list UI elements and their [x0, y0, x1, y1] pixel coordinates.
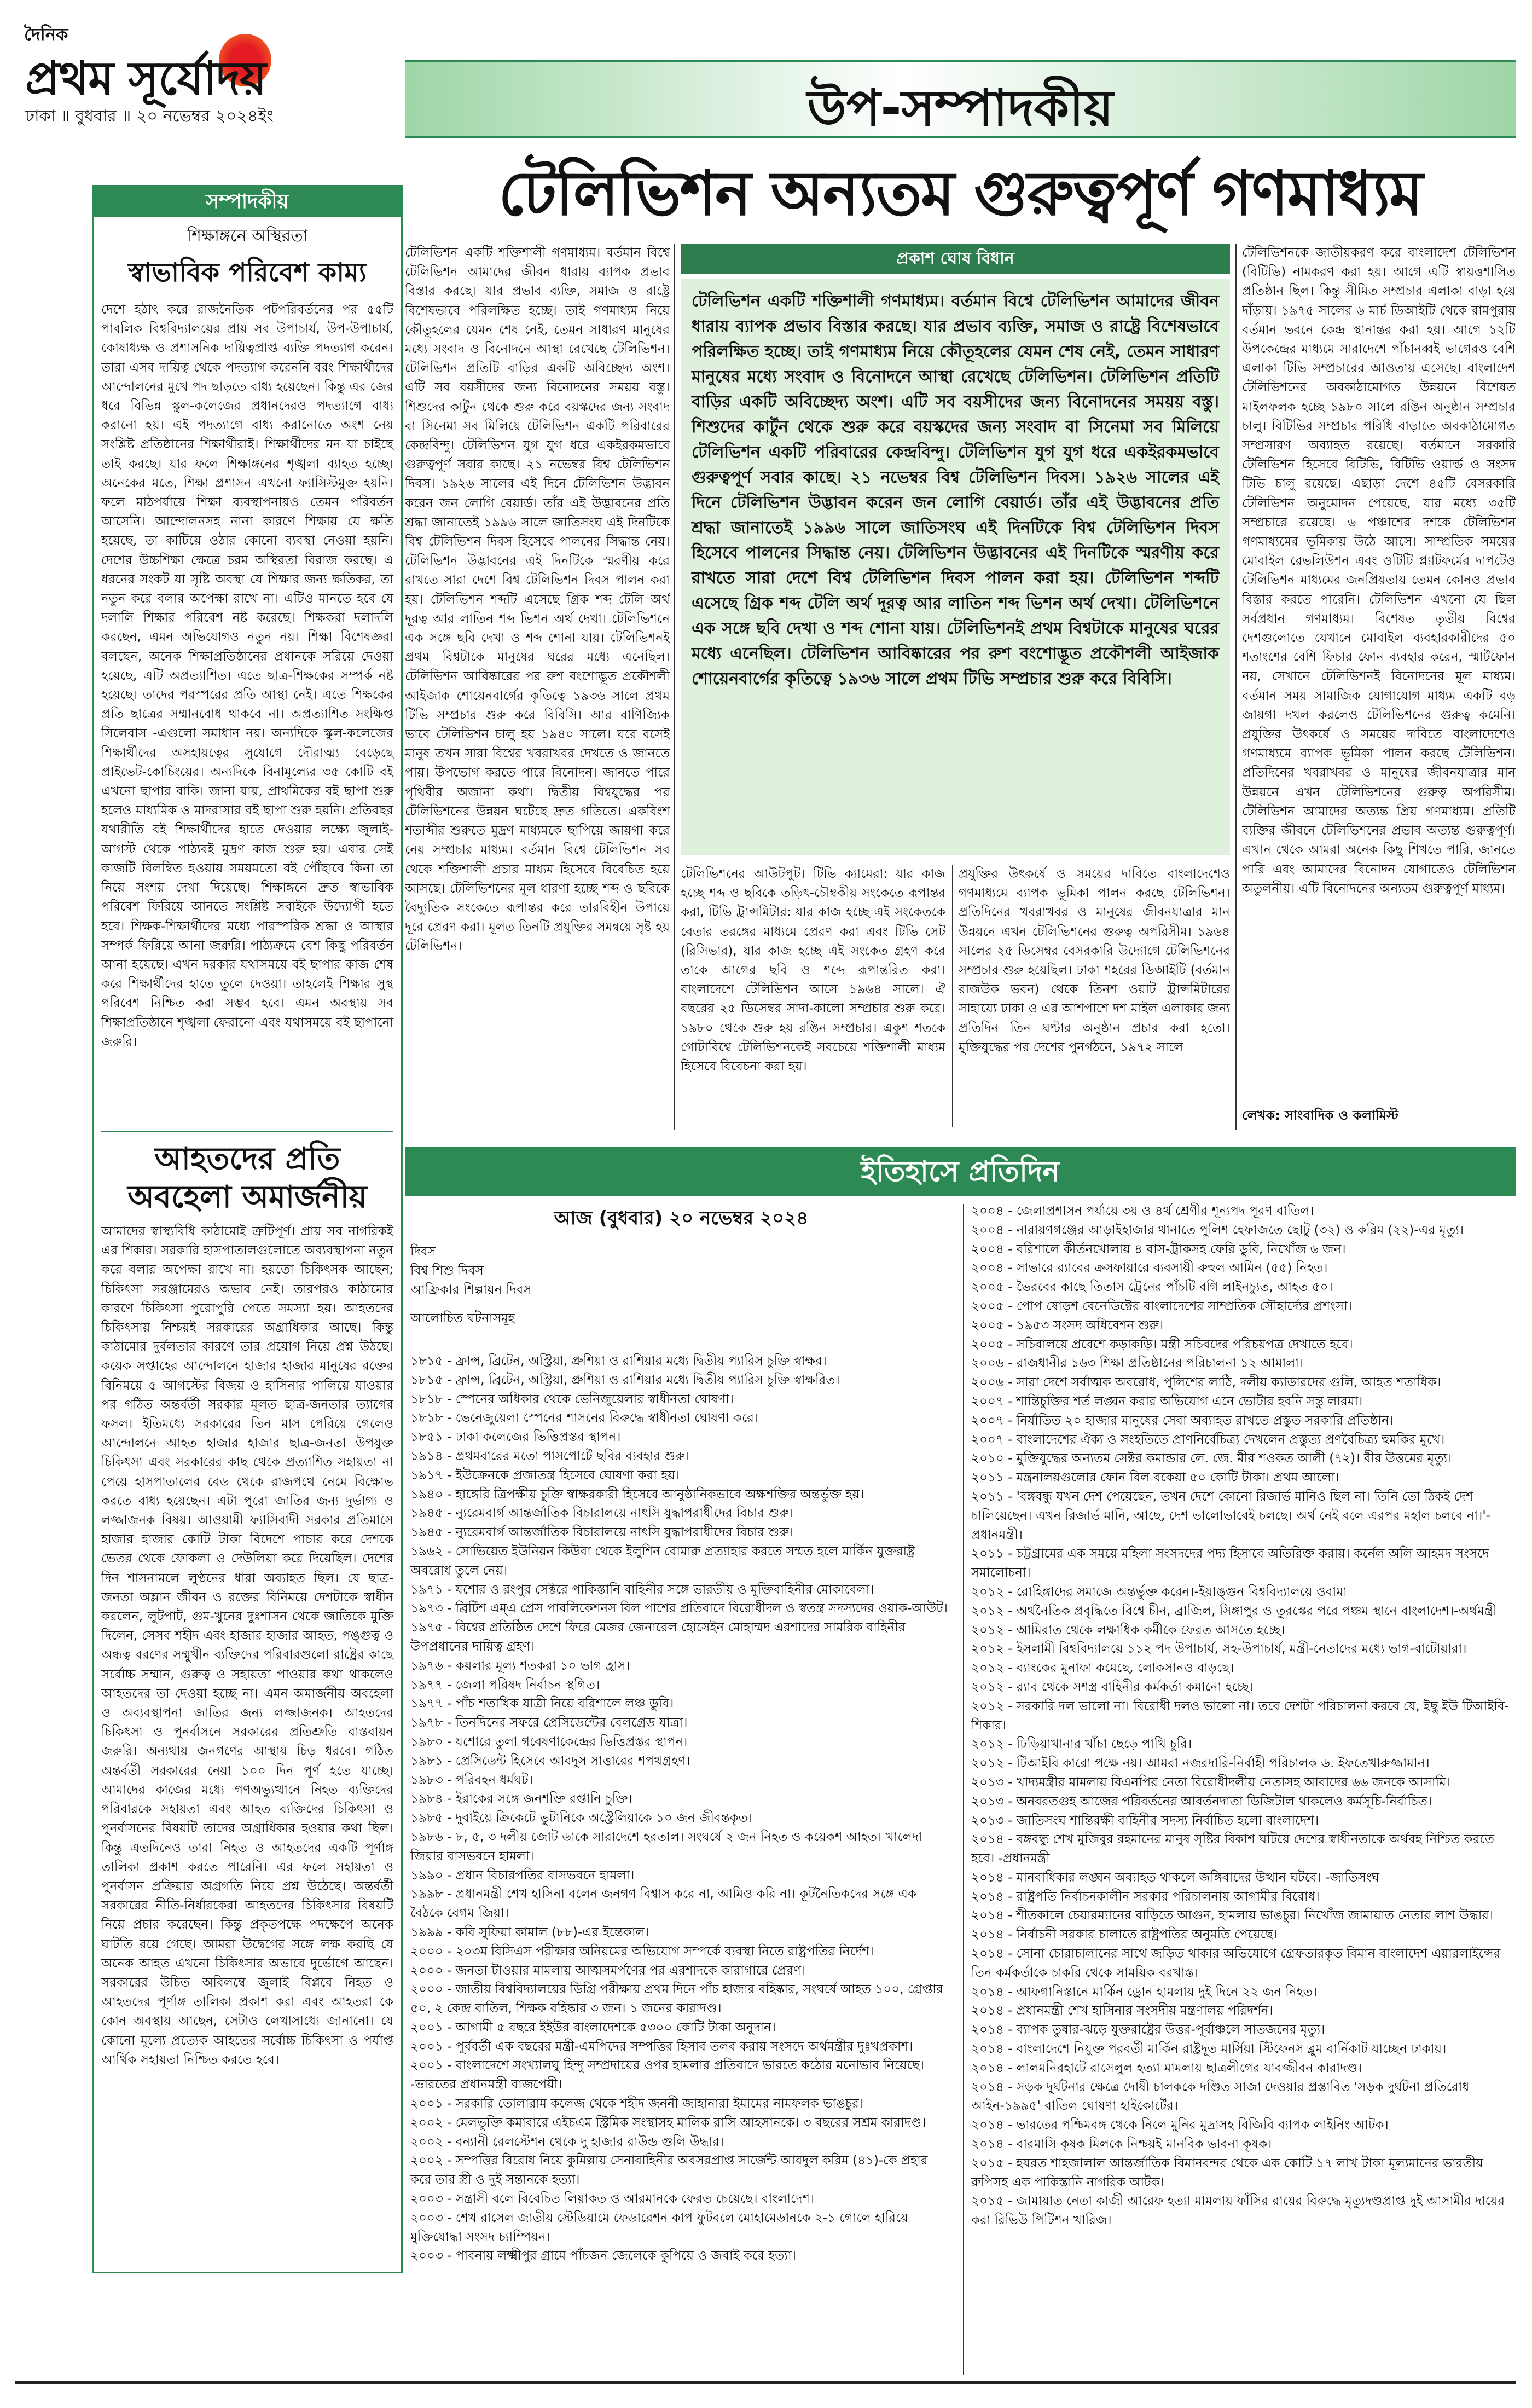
history-event-item: ২০০৫ - ভৈরবের কাছে তিতাস ট্রেনের পাঁচটি বগি লাইনচ্যুত, আহত ৫০।	[971, 1280, 1333, 1295]
editorial-column	[92, 185, 403, 2273]
history-event-item: ১৯১৪ - প্রথমবারের মতো পাসপোর্টে ছবির ব্যবহার শুরু।	[410, 1449, 690, 1463]
history-event-item: ২০১৩ - অনবরতগুহ আজের পরিবর্তনের আবর্তনদাতা ডিজিটাল থাকলেও কর্মসূচি-নির্বাচিত।	[971, 1794, 1432, 1809]
history-event-item: ২০০৪ - বরিশালে কীর্তনখোলায় ৪ বাস-ট্রাকসহ ফেরি ডুবি, নিখোঁজ ৬ জন।	[971, 1242, 1346, 1257]
history-event-item: ২০১৪ - বঙ্গবন্ধু শেখ মুজিবুর রহমানের মানুষ সৃষ্টির বিকাশ ঘটিয়ে দেশের স্বাধীনতাকে অর্থবহ নিশ্চিত করতে হবে। -প্রধানমন্ত্রী	[971, 1832, 1494, 1866]
history-event-item: ২০১৪ - নির্বাচনী সরকার চালাতে রাষ্ট্রপতির অনুমতি পেয়েছে।	[971, 1927, 1278, 1942]
history-event-item: ২০১৪ - মানবাধিকার লঙ্ঘন অব্যাহত থাকলে জঙ্গিবাদের উত্থান ঘটবে। -জাতিসংঘ	[971, 1870, 1379, 1885]
history-event-item: ১৯৯৯ - কবি সুফিয়া কামাল (৮৮)-এর ইন্তেকাল।	[410, 1925, 649, 1940]
history-event-item: ২০০৬ - সারা দেশে সর্বাত্মক অবরোধ, পুলিশের লাঠি, দলীয় ক্যাডারদের গুলি, আহত শতাধিক।	[971, 1375, 1441, 1390]
history-event-item: ২০১৪ - আফগানিস্তানে মার্কিন ড্রোন হামলায় দুই দিনে ২২ জন নিহত।	[971, 1984, 1318, 1999]
history-event-item: ২০০৭ - বাংলাদেশের ঐক্য ও সংহতিতে প্রাণনির্বেচিত্র্য দেখলেন প্রস্তুত্য প্রণবৈচিত্র্য হুমকির মুখে।	[971, 1432, 1445, 1447]
history-event-item: ২০০৬ - রাজধানীর ১৬৩ শিক্ষা প্রতিষ্ঠানের পরিচালনা ১২ আমালা।	[971, 1356, 1304, 1371]
history-event-item: ২০০৩ - পাবনায় লক্ষ্মীপুর গ্রামে পাঁচজন জেলেকে কুপিয়ে ও জবাই করে হত্যা।	[410, 2249, 796, 2264]
history-event-item: ১৯৭৮ - তিনদিনের সফরে প্রেসিডেন্টের বেলগ্রেড যাত্রা।	[410, 1716, 688, 1730]
history-event-item: ১৯৮৫ - দুবাইয়ে ক্রিকেটে ভুটানিকে অস্ট্রেলিয়াকে ১০ জন জীবন্তকৃত।	[410, 1811, 753, 1826]
column-divider	[952, 865, 953, 1127]
history-event-item: ২০০১ - পূর্ববর্তী এক বছরের মন্ত্রী-এমপিদের সম্পত্তির হিসাব তলব করায় সংসদে অর্থমন্ত্রীর দুঃখপ্রকাশ।	[410, 2039, 913, 2054]
history-event-item: ২০১১ - 'বঙ্গবন্ধু যখন দেশ পেয়েছেন, তখন দেশে কোনো রিজার্ভ মানিও ছিল না। তিনি তো ঠিকই দেশ চালিয়েছেন। এখন রিজার্ভ মানি, আছে, দেশ ভালোভাবেই চলছে। অর্থ নেই বলে এরপর মহাল চলবে না।'-প্রধানমন্ত্রী।	[971, 1489, 1490, 1542]
masthead-prefix: দৈনিক	[24, 24, 68, 45]
history-event-item: ২০১২ - ব্যাংকের মুনাফা কমেছে, লোকসানও বাড়ছে।	[971, 1661, 1234, 1676]
column-divider	[1235, 244, 1237, 1130]
feature-column-4: টেলিভিশনকে জাতীয়করণ করে বাংলাদেশ টেলিভিশন (বিটিভি) নামকরণ করা হয়। আগে এটি স্বায়ত্তশাসিত প্রতিষ্ঠান ছিল। কিন্তু সীমিত সম্প্রচার এলাকা বাড়া হয়ে দাঁড়ায়। ১৯৭৫ সালের ৬ মার্চ ডিআইটি থেকে রামপুরায় বর্তমান ভবনে কেন্দ্র স্থানান্তর করা হয়। আগে ১২টি উপকেন্দ্রের মাধ্যমে সারাদেশে পাঁচানব্বই ভাগেরও বেশি এলাকা টিভি সম্প্রচারের আওতায় এসেছে। বাংলাদেশ টেলিভিশনের অবকাঠামোগত উন্নয়নে বিশেষত মাইলফলক হচ্ছে ১৯৮০ সালে রঙিন অনুষ্ঠান সম্প্রচার চালু। বিটিভির সম্প্রচার পরিধি বাড়াতে অবকাঠামোগত সম্প্রসারণ অব্যাহত রয়েছে। বর্তমানে সরকারি টেলিভিশন হিসেবে বিটিভি, বিটিভি ওয়ার্ল্ড ও সংসদ টিভি চালু রয়েছে। এছাড়া দেশে ৪৫টি বেসরকারি টেলিভিশন অনুমোদন পেয়েছে, যার মধ্যে ৩৫টি সম্প্রচারে রয়েছে। ৬ পঞ্চাশের দশকে টেলিভিশন গণমাধ্যমের ভূমিকায় উঠে আসে। সাম্প্রতিক সময়ের মোবাইল রেভলিউশন এবং ওটিটি প্ল্যাটফর্মের দাপটেও টেলিভিশন মাধ্যমের জনপ্রিয়তায় তেমন কোনও প্রভাব বিস্তার করতে পারেনি। টেলিভিশন এখনো যে ছিল সর্বপ্রধান গণমাধ্যম। বিশেষত তৃতীয় বিশ্বের দেশগুলোতে যেখানে মোবাইল ব্যবহারকারীদের ৫০ শতাংশের বেশি ফিচার ফোন ব্যবহার করেন, স্মার্টফোন নয়, সেখানে টেলিভিশনই বিনোদনের মূল মাধ্যম। বর্তমান সময় সামাজিক যোগাযোগ মাধ্যম একটি বড় জায়গা দখল করলেও টেলিভিশনের গুরুত্ব কমেনি। প্রযুক্তির উৎকর্ষে ও সময়ের দাবিতে বাংলাদেশেও গণমাধ্যমে ব্যাপক ভূমিকা পালন করছে টেলিভিশন। প্রতিদিনের খবরাখবর ও মানুষের জীবনযাত্রার মান উন্নয়নে এখন টেলিভিশনের গুরুত্ব অপরিসীম। টেলিভিশন আমাদের অত্যন্ত প্রিয় গণমাধ্যম। প্রতিটি ব্যক্তির জীবনে টেলিভিশনের প্রভাব অত্যন্ত গুরুত্বপূর্ণ। এখান থেকে আমরা অনেক কিছু শিখতে পারি, জানতে পারি এবং আমাদের বিনোদন যোগাতেও টেলিভিশন অতুলনীয়। এটি বিনোদনের অন্যতম গুরুত্বপূর্ণ মাধ্যম।	[1242, 246, 1516, 896]
pull-quote: টেলিভিশন একটি শক্তিশালী গণমাধ্যম। বর্তমান বিশ্বে টেলিভিশন আমাদের জীবন ধারায় ব্যাপক প্রভাব বিস্তার করছে। যার প্রভাব ব্যক্তি, সমাজ ও রাষ্ট্রে বিশেষভাবে পরিলক্ষিত হচ্ছে। তাই গণমাধ্যম নিয়ে কৌতূহলের যেমন শেষ নেই, তেমন সাধারণ মানুষের মধ্যে সংবাদ ও বিনোদনে আস্থা রেখেছে টেলিভিশন। টেলিভিশন প্রতিটি বাড়ির একটি অবিচ্ছেদ্য অংশ। এটি সব বয়সীদের জন্য বিনোদনের সময়য় বস্তু। শিশুদের কার্টুন থেকে শুরু করে বয়স্কদের জন্য সংবাদ বা সিনেমা সব মিলিয়ে টেলিভিশন একটি পরিবারের কেন্দ্রবিন্দু। টেলিভিশন যুগ যুগ ধরে একইরকমভাবে গুরুত্বপূর্ণ সবার কাছে। ২১ নভেম্বর বিশ্ব টেলিভিশন দিবস। ১৯২৬ সালের এই দিনে টেলিভিশন উদ্ভাবন করেন জন লোগি বেয়ার্ড। তাঁর এই উদ্ভাবনের প্রতি শ্রদ্ধা জানাতেই ১৯৯৬ সালে জাতিসংঘ এই দিনটিকে বিশ্ব টেলিভিশন দিবস হিসেবে পালনের সিদ্ধান্ত নেয়। টেলিভিশন উদ্ভাবনের এই দিনটিকে স্মরণীয় করে রাখতে সারা দেশে বিশ্ব টেলিভিশন দিবস পালন করা হয়। টেলিভিশন শব্দটি এসেছে গ্রিক শব্দ টেলি অর্থ দূরত্ব আর লাতিন শব্দ ভিশন অর্থ দেখা। টেলিভিশনে এক সঙ্গে ছবি দেখা ও শব্দ শোনা যায়। টেলিভিশনই প্রথম বিশ্বটাকে মানুষের ঘরের মধ্যে এনেছিল। টেলিভিশন আবিষ্কারের পর রুশ বংশোদ্ভূত প্রকৌশলী আইজাক শোয়েনবার্গের কৃতিত্বে ১৯৩৬ সালে প্রথম টিভি সম্প্রচার শুরু করে বিবিসি।	[681, 279, 1230, 855]
history-event-item: ২০১৩ - খাদ্যমন্ত্রীর মামলায় বিএনপির নেতা বিরোধীদলীয় নেতাসহ আবাদের ৬৬ জনকে আসামি।	[971, 1775, 1451, 1790]
feature-column-3: প্রযুক্তির উৎকর্ষে ও সময়ের দাবিতে বাংলাদেশেও গণমাধ্যমে ব্যাপক ভূমিকা পালন করছে টেলিভিশন। প্রতিদিনের খবরাখবর ও মানুষের জীবনযাত্রার মান উন্নয়নে এখন টেলিভিশনের গুরুত্ব অপরিসীম। ১৯৬৪ সালের ২৫ ডিসেম্বর বেসরকারি উদ্যোগে টেলিভিশনের সম্প্রচার শুরু হয়েছিল। ঢাকা শহরের ডিআইটি (বর্তমান রাজউক ভবন) থেকে তিনশ ওয়াট ট্রান্সমিটারের সাহায্যে ঢাকা ও এর আশপাশে দশ মাইল এলাকার জন্য প্রতিদিন তিন ঘণ্টার অনুষ্ঠান প্রচার করা হতো। মুক্তিযুদ্ধের পর দেশের পুনর্গঠনে, ১৯৭২ সালে	[959, 867, 1230, 1055]
history-event-item: ২০০৪ - সাভারে র‌্যাবের ক্রসফায়ারে ব্যবসায়ী রুহুল আমিন (৫৫) নিহত।	[971, 1261, 1328, 1276]
history-event-item: ২০০২ - বন্যানী রেলস্টেশন থেকে দু হাজার রাউন্ড গুলি উদ্ধার।	[410, 2134, 724, 2149]
column-divider	[963, 1204, 964, 2375]
history-event-item: ১৮১৮ - ভেনেজুয়েলা স্পেনের শাসনের বিরুদ্ধে স্বাধীনতা ঘোষণা করে।	[410, 1411, 759, 1426]
masthead-dateline: ঢাকা ॥ বুধবার ॥ ২০ নভেম্বর ২০২৪ইং	[25, 107, 274, 126]
history-event-item: ২০১৫ - হযরত শাহজালাল আন্তর্জাতিক বিমানবন্দর থেকে এক কোটি ১৭ লাখ টাকা মূল্যমানের ভারতীয় রুপিসহ এক পাকিস্তানি নাগরিক আটক।	[971, 2156, 1483, 2190]
history-event-item: ২০১৪ - বারমাসি কৃষক মিলকে নিশ্চয়ই মানবিক ভাবনা কৃষক।	[971, 2137, 1272, 2152]
history-event-item: ১৯৭১ - যশোর ও রংপুর সেক্টরে পাকিস্তানি বাহিনীর সঙ্গে ভারতীয় ও মুক্তিবাহিনীর মোকাবেলা।	[410, 1582, 874, 1597]
history-event-item: ২০১২ - সরকারি দল ভালো না। বিরোধী দলও ভালো না। তবে দেশটা পরিচালনা করবে যে, ইছু ইউ টিআইবি-শিকার।	[971, 1699, 1509, 1733]
history-event-item: ২০০০ - জাতীয় বিশ্ববিদ্যালয়ের ডিগ্রি পরীক্ষায় প্রথম দিনে পাঁচ হাজার বহিষ্কার, সংঘর্ষে আহত ১০০, গ্রেপ্তার ৫০, ২ কেন্দ্র বাতিল, শিক্ষক বহিষ্কার ৩ জন। ১ জনের কারাদণ্ড।	[410, 1982, 943, 2016]
history-event-item: ১৯৭৭ - জেলা পরিষদ নির্বাচন স্থগিত।	[410, 1677, 600, 1692]
history-event-item: ২০১১ - মন্ত্রনালয়গুলোর ফোন বিল বকেয়া ৫০ কোটি টাকা। প্রথম আলো।	[971, 1471, 1339, 1485]
history-event-item: ১৯৮৬ - ৮, ৫, ৩ দলীয় জোট ডাকে সারাদেশে হরতাল। সংঘর্ষে ২ জন নিহত ও কয়েকশ আহত। খালেদা জিয়ার বাসভবনে হামলা।	[410, 1830, 922, 1863]
history-event-item: ২০০০ - জনতা টাওয়ার মামলায় আত্মসমর্পণের পর এরশাদকে কারাগারে প্রেরণ।	[410, 1963, 806, 1978]
column-divider	[674, 244, 675, 1130]
masthead	[15, 12, 399, 129]
history-event-item: ১৯১৭ - ইউক্রেনকে প্রজাতন্ত্র হিসেবে ঘোষণা করা হয়।	[410, 1468, 680, 1483]
history-event-item: ১৯৭৫ - বিশ্বের প্রতিষ্ঠিত দেশে ফিরে মেজর জেনারেল হোসেইন মোহাম্মদ এরশাদের সামরিক বাহিনীর উপপ্রধানের দায়িত্ব গ্রহণ।	[410, 1620, 906, 1654]
history-event-item: ২০১২ - রোহিঙ্গাদের সমাজে অন্তর্ভুক্ত করেন।-ইয়াঙ্গুন বিশ্ববিদ্যালয়ে ওবামা	[971, 1584, 1347, 1599]
history-event-item: ২০০১ - বাংলাদেশে সংখ্যালঘু হিন্দু সম্প্রদায়ের ওপর হামলার প্রতিবাদে ভারতে কঠোর মনোভাব নিয়েছে। -ভারতের প্রধানমন্ত্রী বাজপেয়ী।	[410, 2058, 925, 2092]
editorial-body-2: আমাদের স্বাস্থ্যবিধি কাঠামোই ত্রুটিপূর্ণ। প্রায় সব নাগরিকই এর শিকার। সরকারি হাসপাতালগুলোতে অব্যবস্থাপনা নতুন করে বলার অপেক্ষা রাখে না। হয়তো চিকিৎসক আছেন; চিকিৎসা সরঞ্জামেরও অভাব নেই। তারপরও কাঠামোর কারণে চিকিৎসা পুরোপুরি পেতে সমস্যা হয়। আহতদের চিকিৎসায় নিশ্চয়ই সরকারের অগ্রাধিকার আছে। কিন্তু কাঠামোর দুর্বলতার কারণে তার প্রয়োগ নিয়ে প্রশ্ন উঠছে। কয়েক সপ্তাহের আন্দোলনে হাজার হাজার মানুষের রক্তের বিনিময়ে ৫ আগস্টের বিজয় ও হাসিনার পালিয়ে যাওয়ার পর গঠিত অন্তর্বর্তী সরকার মূলত ছাত্র-জনতার ত্যাগের ফসল। ইতিমধ্যে সরকারের তিন মাস পেরিয়ে গেলেও আন্দোলনে আহত হাজার হাজার ছাত্র-জনতা উপযুক্ত চিকিৎসা এবং সরকারের কাছ থেকে প্রত্যাশিত সহায়তা না পেয়ে হাসপাতালের বেড থেকে রাজপথে নেমে বিক্ষোভ করতে বাধ্য হয়েছেন। এটা পুরো জাতির জন্য দুর্ভাগ্য ও লজ্জাজনক বিষয়। আওয়ামী ফ্যাসিবাদী সরকার প্রতিমাসে হাজার হাজার কোটি টাকা বিদেশে পাচার করে দেশকে ভেতর থেকে ফোকলা ও দেউলিয়া করে দিয়েছিল। দেশের দিন শাসনামলে লুণ্ঠনের ধারা অব্যাহত ছিল। যে ছাত্র-জনতা অম্লান জীবন ও রক্তের বিনিময়ে দেশটাকে স্বাধীন করলেন, লুটপাট, গুম-খুনের দুঃশাসন থেকে জাতিকে মুক্তি দিলেন, সেসব শহীদ এবং হাজার হাজার আহত, পঙ্গুত্ব ও অন্ধত্ব বরণের সম্মুখীন ব্যক্তিদের পরিবারগুলো রাষ্ট্রের কাছে সর্বোচ্চ সম্মান, গুরুত্ব ও সহায়তা পাওয়ার কথা থাকলেও আহতদের তা দেওয়া হচ্ছে না। এমন অমার্জনীয় অবহেলা ও অব্যবস্থাপনা জাতির জন্য লজ্জাজনক। আহতদের চিকিৎসা ও পুনর্বাসনে সরকারের প্রতিশ্রুতি বাস্তবায়ন জরুরি। অন্যথায় জনগণের আস্থায় চিড় ধরবে। গঠিত অন্তর্বর্তী সরকারের নেয়া ১০০ দিন পূর্ণ হতে যাচ্ছে। আমাদের কাজের মধ্যে গণঅভ্যুত্থানে নিহত ব্যক্তিদের পরিবারকে সহায়তা এবং আহত ব্যক্তিদের চিকিৎসা ও পুনর্বাসনের বিষয়টি তাদের অগ্রাধিকার হওয়ার কথা ছিল। কিন্তু এতদিনেও তারা নিহত ও আহতদের একটি পূর্ণাঙ্গ তালিকা প্রকাশ করতে পারেনি। এর ফলে সহায়তা ও পুনর্বাসন প্রক্রিয়ার অগ্রগতি নিয়ে প্রশ্ন উঠেছে। অন্তর্বর্তী সরকারের নীতি-নির্ধারকেরা আহতদের চিকিৎসার বিষয়টি নিয়ে প্রচার করেছেন। কিন্তু প্রকৃতপক্ষে পদক্ষেপে অনেক ঘাটতি রয়ে গেছে। আমরা উদ্বেগের সঙ্গে লক্ষ করছি যে অনেক আহত এখনো চিকিৎসার অভাবে দুর্ভোগে আছেন। সরকারের উচিত অবিলম্বে জুলাই বিপ্লবে নিহত ও আহতদের পূর্ণাঙ্গ তালিকা প্রকাশ করা এবং আহতরা কে কোন অবস্থায় আছেন, সেটাও লেখাসাধ্যে জানানো। যে কোনো মূল্যে প্রত্যেক আহতের সর্বোচ্চ চিকিৎসা ও পর্যাপ্ত আর্থিক সহায়তা নিশ্চিত করতে হবে।	[101, 1224, 393, 2067]
history-event-item: ২০১৩ - জাতিসংঘ শান্তিরক্ষী বাহিনীর সদস্য নির্বাচিত হলো বাংলাদেশ।	[971, 1813, 1319, 1828]
history-event-item: ১৯৮১ - প্রেসিডেন্ট হিসেবে আবদুস সাত্তারের শপথগ্রহণ।	[410, 1753, 690, 1768]
history-day-item: আফ্রিকার শিল্পায়ন দিবস	[410, 1282, 532, 1297]
history-event-item: ২০১৪ - সড়ক দুর্ঘটনার ক্ষেত্রে দোষী চালককে দণ্ডিত সাজা দেওয়ার প্রস্তাবিত 'সড়ক দুর্ঘটনা প্রতিরোধ আইন-১৯৯৫' বাতিল ঘোষণা হাইকোর্টের।	[971, 2080, 1470, 2114]
history-event-item: ২০১৪ - ব্যাপক তুষার-ঝড়ে যুক্তরাষ্ট্রের উত্তর-পূর্বাঞ্চলে সাতজনের মৃত্যু।	[971, 2023, 1325, 2037]
history-date-line: আজ (বুধবার) ২০ নভেম্বর ২০২৪	[554, 1207, 809, 1229]
history-event-item: ২০০১ - সরকারি তোলারাম কলেজ থেকে শহীদ জননী জাহানারা ইমামের নামফলক ভাঙচুর।	[410, 2097, 864, 2111]
history-event-item: ১৯৪৫ - ন্যুরেমবার্গ আন্তর্জাতিক বিচারালয়ে নাৎসি যুদ্ধাপরাধীদের বিচার শুরু।	[410, 1525, 794, 1540]
editorial-kicker: শিক্ষাঙ্গনে অস্থিরতা	[187, 227, 308, 246]
feature-banner	[405, 60, 1516, 138]
history-event-item: ২০১২ - ঢিড়িয়াখানার খাঁচা ছেড়ে পাখি চুরি।	[971, 1737, 1192, 1752]
history-event-item: ১৮৫১ - ঢাকা কলেজের ভিত্তিপ্রস্তর স্থাপন।	[410, 1430, 621, 1445]
history-event-item: ১৮১৫ - ফ্রান্স, ব্রিটেন, অস্ট্রিয়া, প্রুশিয়া ও রাশিয়ার মধ্যে দ্বিতীয় প্যারিস চুক্তি স্বাক্ষর।	[410, 1354, 827, 1368]
editorial-body-1: দেশে হঠাৎ করে রাজনৈতিক পটপরিবর্তনের পর ৫৫টি পাবলিক বিশ্ববিদ্যালয়ের প্রায় সব উপাচার্য, উপ-উপাচার্য, কোষাধ্যক্ষ ও প্রশাসনিক দায়িত্বপ্রাপ্ত ব্যক্তি পদত্যাগ করেন। তারা এসব দায়িত্ব থেকে পদত্যাগ করেননি বরং শিক্ষার্থীদের আন্দোলনের মুখে পদ ছাড়তে বাধ্য হয়েছেন। কিন্তু এর জের ধরে বিভিন্ন স্কুল-কলেজের প্রধানদেরও পদত্যাগে বাধ্য করানো হয়। এই পদত্যাগে বাধ্য করানোতে অংশ নেয় সংশ্লিষ্ট প্রতিষ্ঠানের শিক্ষার্থীরাই। শিক্ষার্থীদের মন যা চাইছে তাই করছে। যার ফলে শিক্ষাঙ্গনের শৃঙ্খলা ব্যাহত হচ্ছে। অনেকের মতে, শিক্ষা প্রশাসন এখনো ফ্যাসিস্টমুক্ত হয়নি। ফলে মাঠপর্যায়ে শিক্ষা ব্যবস্থাপনায়ও তেমন পরিবর্তন আসেনি। আন্দোলনসহ নানা কারণে শিক্ষায় যে ক্ষতি হয়েছে, তা কাটিয়ে ওঠার কোনো ব্যবস্থা নেওয়া হয়নি। দেশের উচ্চশিক্ষা ক্ষেত্রে চরম অস্থিরতা বিরাজ করছে। এ ধরনের সংকট যা সৃষ্টি অবস্থা যে শিক্ষার জন্য ক্ষতিকর, তা নতুন করে বলার অপেক্ষা রাখে না। এটিও মানতে হবে যে দলালি শিক্ষার পরিবেশ নষ্ট করেছে। শিক্ষকরা দলাদলি করছেন, এমন অভিযোগও নতুন নয়। শিক্ষা বিশেষজ্ঞরা বলছেন, অনেক শিক্ষাপ্রতিষ্ঠানের প্রধানকে সরিয়ে দেওয়া হয়েছে, এটি অপ্রত্যাশিত। এতে ছাত্র-শিক্ষকের সম্পর্ক নষ্ট হয়েছে। তাদের পরস্পরের প্রতি আস্থা নেই। এতে শিক্ষকের প্রতি ছাত্রের সম্মানবোধ থাকবে না। অপ্রত্যাশিত সংক্ষিপ্ত সিলেবাস -এগুলো সমাধান নয়। অন্যদিকে স্কুল-কলেজের শিক্ষার্থীদের অসহায়ত্বের সুযোগে দৌরাত্ম্য বেড়েছে প্রাইভেট-কোচিংয়ের। অন্যদিকে বিনামূল্যের ৩৫ কোটি বই এখনো ছাপার বাকি। জানা যায়, প্রাথমিকের বই ছাপা শুরু হলেও মাধ্যমিক ও মাদরাসার বই ছাপা শুরু হয়নি। প্রতিবছর যথারীতি বই শিক্ষার্থীদের হাতে দেওয়ার লক্ষ্যে জুলাই-আগস্ট থেকে পাঠ্যবই মুদ্রণ কাজ শুরু হয়। এবার সেই কাজটি বিলম্বিত হওয়ায় সময়মতো বই পৌঁছাবে কিনা তা নিয়ে সংশয় দেখা দিয়েছে। শিক্ষাঙ্গনে দ্রুত স্বাভাবিক পরিবেশ ফিরিয়ে আনতে সংশ্লিষ্ট সবাইকে উদ্যোগী হতে হবে। শিক্ষক-শিক্ষার্থীদের মধ্যে পারস্পরিক শ্রদ্ধা ও আস্থার সম্পর্ক ফিরিয়ে আনা জরুরি। পাঠ্যক্রমে বেশ কিছু পরিবর্তন আনা হয়েছে। এখন দরকার যথাসময়ে বই ছাপার কাজ শেষ করে শিক্ষার্থীদের হাতে তুলে দেওয়া। তাহলেই শিক্ষার সুস্থ পরিবেশ নিশ্চিত করা সম্ভব হবে। এমন অবস্থায় সব শিক্ষাপ্রতিষ্ঠানে শৃঙ্খলা ফেরানো এবং যথাসময়ে বই ছাপানো জরুরি।	[101, 303, 393, 1049]
history-event-item: ২০০৪ - জেলাপ্রশাসন পর্যায়ে ৩য় ও ৪র্থ শ্রেণীর শূন্যপদ পূরণ বাতিল।	[971, 1204, 1314, 1218]
history-event-item: ২০০৭ - নির্যাতিত ২০ হাজার মানুষের সেবা অব্যাহত রাখতে প্রস্তুত সরকারি প্রতিষ্ঠান।	[971, 1413, 1394, 1428]
history-event-item: ২০০৫ - সচিবালয়ে প্রবেশে কড়াকড়ি। মন্ত্রী সচিবদের পরিচয়পত্র দেখাতে হবে।	[971, 1337, 1353, 1352]
history-section-label: ইতিহাসে প্রতিদিন	[405, 1147, 1516, 1196]
history-events-right	[971, 1202, 1513, 2375]
history-event-item: ২০০৫ - পোপ ষোড়শ বেনেডিক্টের বাংলাদেশের সাম্প্রতিক সৌহার্দ্যের প্রশংসা।	[971, 1299, 1353, 1313]
history-events-left	[410, 1352, 952, 2375]
history-days-label: দিবস	[410, 1244, 436, 1259]
history-event-item: ২০১২ - ইসলামী বিশ্ববিদ্যালয়ে ১১২ পদ উপাচার্য, সহ-উপাচার্য, মন্ত্রী-নেতাদের মধ্যে ভাগ-বাটোয়ারা।	[971, 1642, 1467, 1657]
history-events-label: আলোচিত ঘটনাসমূহ	[410, 1311, 515, 1326]
page-bottom-rule	[15, 2381, 1516, 2384]
feature-column-2: টেলিভিশনের আউটপুট। টিভি ক্যামেরা: যার কাজ হচ্ছে শব্দ ও ছবিকে তড়িৎ-চৌম্বকীয় সংকেতে রূপান্তর করা, টিভি ট্রান্সমিটার: যার কাজ হচ্ছে এই সংকেতকে বেতার তরঙ্গের মাধ্যমে প্রেরণ করা এবং টিভি সেট (রিসিভার), যার কাজ হচ্ছে এই সংকেত গ্রহণ করে তাকে আগের ছবি ও শব্দে রূপান্তরিত করা। বাংলাদেশে টেলিভিশন আসে ১৯৬৪ সালে। ঐ বছরের ২৫ ডিসেম্বর সাদা-কালো সম্প্রচার শুরু করে। ১৯৮০ থেকে শুরু হয় রঙিন সম্প্রচার। একুশ শতকে গোটাবিশ্বে টেলিভিশনকেই সবচেয়ে শক্তিশালী মাধ্যম হিসেবে বিবেচনা করা হয়।	[681, 867, 945, 1074]
history-event-item: ১৯৯৮ - প্রধানমন্ত্রী শেখ হাসিনা বলেন জনগণ বিশ্বাস করে না, আমিও করি না। কূটনৈতিকদের সঙ্গে এক বৈঠকে বেগম জিয়া।	[410, 1887, 916, 1921]
history-event-item: ২০১৪ - রাষ্ট্রপতি নির্বাচনকালীন সরকার পরিচালনায় আগামীর বিরোধ।	[971, 1889, 1320, 1904]
history-event-item: ১৯৪০ - হাঙ্গেরি ত্রিপক্ষীয় চুক্তি স্বাক্ষরকারী হিসেবে আনুষ্ঠানিকভাবে অক্ষশক্তির অন্তর্ভুক্ত হয়।	[410, 1487, 864, 1502]
history-event-item: ২০১৪ - সোনা চোরাচালানের সাথে জড়িত থাকার অভিযোগে গ্রেফতারকৃত বিমান বাংলাদেশ এয়ারলাইন্সের তিন কর্মকর্তাকে চাকরি থেকে সাময়িক বরখাস্ত।	[971, 1947, 1501, 1980]
history-event-item: ২০১২ - র‍্যাব থেকে সশস্ত্র বাহিনীর কর্মকর্তা কমানো হচ্ছে।	[971, 1680, 1254, 1694]
feature-headline: টেলিভিশন অন্যতম গুরুত্বপূর্ণ গণমাধ্যম	[498, 158, 1423, 229]
history-event-item: ২০০৭ - শান্তিচুক্তির শর্ত লঙ্ঘন করার অভিযোগ এনে ভোটার হবনি সন্তু লারমা।	[971, 1394, 1363, 1409]
history-event-item: ২০১৪ - লালমনিরহাটে রাসেলুল হত্যা মামলায় ছাত্রলীগের যাবজ্জীবন কারাদণ্ড।	[971, 2060, 1362, 2075]
history-event-item: ২০১৪ - প্রধানমন্ত্রী শেখ হাসিনার সংসদীয় মন্ত্রণালয় পরিদর্শন।	[971, 2004, 1273, 2018]
history-event-item: ২০১২ - টিআইবি কারো পক্ষে নয়। আমরা নজরদারি-নির্বাহী পরিচালক ড. ইফতেখারুজ্জামান।	[971, 1756, 1430, 1771]
history-day-item: বিশ্ব শিশু দিবস	[410, 1263, 484, 1278]
history-event-item: ২০০৫ - ১৯৫৩ সংসদ অধিবেশন শুরু।	[971, 1318, 1164, 1333]
history-event-item: ২০১৫ - জামায়াত নেতা কাজী আরেফ হত্যা মামলায় ফাঁসির রায়ের বিরুদ্ধে মৃত্যুদণ্ডপ্রাপ্ত দুই আসামীর দায়ের করা রিভিউ পিটিশন খারিজ।	[971, 2194, 1505, 2228]
history-event-item: ১৮১৮ - স্পেনের অধিকার থেকে ভেনিজুয়েলার স্বাধীনতা ঘোষণা।	[410, 1392, 734, 1406]
editorial-headline-1: স্বাভাবিক পরিবেশ কাম্য	[128, 257, 367, 288]
history-event-item: ১৯৪৫ - ন্যুরেমবার্গ আন্তর্জাতিক বিচারালয়ে নাৎসি যুদ্ধাপরাধীদের বিচার শুরু।	[410, 1506, 794, 1521]
history-event-item: ১৯৯০ - প্রধান বিচারপতির বাসভবনে হামলা।	[410, 1868, 635, 1883]
history-event-item: ২০০১ - আগামী ৫ বছরে ইইউর বাংলাদেশকে ৫৩০০ কোটি টাকা অনুদান।	[410, 2020, 776, 2035]
history-event-item: ২০১৪ - ভারতের পশ্চিমবঙ্গ থেকে নিলে মুনির মুদ্রাসহ বিজিবি ব্যাপক লাইনিং আটক।	[971, 2118, 1389, 2133]
history-event-item: ২০১৪ - বাংলাদেশে নিযুক্ত পরবর্তী মার্কিন রাষ্ট্রদূত মার্সিয়া স্টিফেনস ব্লুম বার্নিকাট যাচ্ছেন ঢাকায়।	[971, 2042, 1447, 2057]
history-event-item: ২০১২ - আমিরাত থেকে লক্ষাধিক কর্মীকে ফেরত আসতে হচ্ছে।	[971, 1623, 1285, 1637]
history-event-item: ১৯৮৪ - ইরাকের সঙ্গে জনশক্তি রপ্তানি চুক্তি।	[410, 1792, 632, 1807]
feature-banner-label: উপ-সম্পাদকীয়	[807, 79, 1113, 137]
history-event-item: ২০১০ - মুক্তিযুদ্ধের অন্যতম সেক্টর কমান্ডার লে. জে. মীর শওকত আলী (৭২)। বীর উত্তমের মৃত্যু।	[971, 1451, 1452, 1466]
history-event-item: ১৮১৫ - ফ্রান্স, ব্রিটেন, অস্ট্রিয়া, প্রুশিয়া ও রাশিয়ার মধ্যে দ্বিতীয় প্যারিস চুক্তি স্বাক্ষরিত।	[410, 1373, 840, 1387]
history-event-item: ১৯৮৩ - পরিবহন ধর্মঘট।	[410, 1773, 533, 1787]
history-event-item: ২০১২ - অর্থনৈতিক প্রবৃদ্ধিতে বিশ্বে চীন, ব্রাজিল, সিঙ্গাপুর ও তুরস্কের পরে পঞ্চম স্থানে বাংলাদেশ।-অর্থমন্ত্রী	[971, 1604, 1497, 1618]
editorial-headline-2: আহতদের প্রতি অবহেলা অমার্জনীয়	[127, 1141, 367, 1215]
history-event-item: ১৯৭৭ - পাঁচ শতাধিক যাত্রী নিয়ে বরিশালে লঞ্চ ডুবি।	[410, 1697, 674, 1711]
history-event-item: ২০০২ - সম্পত্তির বিরোধ নিয়ে কুমিল্লায় সেনাবাহিনীর অবসরপ্রাপ্ত সার্জেন্ট আবদুল করিম (৪১)-কে প্রহার করে তার স্ত্রী ও দুই সন্তানকে হত্যা।	[410, 2154, 928, 2187]
author-label: প্রকাশ ঘোষ বিধান	[681, 244, 1230, 274]
history-event-item: ১৯৮০ - যশোরে তুলা গবেষণাকেন্দ্রের ভিত্তিপ্রস্তর স্থাপন।	[410, 1734, 688, 1749]
history-event-item: ২০০৪ - নারায়ণগঞ্জের আড়াইহাজার থানাতে পুলিশ হেফাজতে ছোটু (৩২) ও করিম (২২)-এর মৃত্যু।	[971, 1223, 1464, 1237]
feature-byline: লেখক: সাংবাদিক ও কলামিস্ট	[1242, 1108, 1398, 1123]
feature-column-1: টেলিভিশন একটি শক্তিশালী গণমাধ্যম। বর্তমান বিশ্বে টেলিভিশন আমাদের জীবন ধারায় ব্যাপক প্রভাব বিস্তার করছে। যার প্রভাব ব্যক্তি, সমাজ ও রাষ্ট্রে বিশেষভাবে পরিলক্ষিত হচ্ছে। তাই গণমাধ্যম নিয়ে কৌতূহলের যেমন শেষ নেই, তেমন সাধারণ মানুষের মধ্যে সংবাদ ও বিনোদনে আস্থা রেখেছে টেলিভিশন। টেলিভিশন প্রতিটি বাড়ির একটি অবিচ্ছেদ্য অংশ। এটি সব বয়সীদের জন্য বিনোদনের সময়য় বস্তু। শিশুদের কার্টুন থেকে শুরু করে বয়স্কদের জন্য সংবাদ বা সিনেমা সব মিলিয়ে টেলিভিশন একটি পরিবারের কেন্দ্রবিন্দু। টেলিভিশন যুগ যুগ ধরে একইরকমভাবে গুরুত্বপূর্ণ সবার কাছে। ২১ নভেম্বর বিশ্ব টেলিভিশন দিবস। ১৯২৬ সালের এই দিনে টেলিভিশন উদ্ভাবন করেন জন লোগি বেয়ার্ড। তাঁর এই উদ্ভাবনের প্রতি শ্রদ্ধা জানাতেই ১৯৯৬ সালে জাতিসংঘ এই দিনটিকে বিশ্ব টেলিভিশন দিবস হিসেবে পালনের সিদ্ধান্ত নেয়। টেলিভিশন উদ্ভাবনের এই দিনটিকে স্মরণীয় করে রাখতে সারা দেশে বিশ্ব টেলিভিশন দিবস পালন করা হয়। টেলিভিশন শব্দটি এসেছে গ্রিক শব্দ টেলি অর্থ দূরত্ব আর লাতিন শব্দ ভিশন অর্থ দেখা। টেলিভিশনে এক সঙ্গে ছবি দেখা ও শব্দ শোনা যায়। টেলিভিশনই প্রথম বিশ্বটাকে মানুষের ঘরের মধ্যে এনেছিল। টেলিভিশন আবিষ্কারের পর রুশ বংশোদ্ভূত প্রকৌশলী আইজাক শোয়েনবার্গের কৃতিত্বে ১৯৩৬ সালে প্রথম টিভি সম্প্রচার শুরু করে বিবিসি। আর বাণিজ্যিক ভাবে টেলিভিশন চালু হয় ১৯৪০ সালে। ঘরে বসেই মানুষ তখন সারা বিশ্বের খবরাখবর দেখতে ও জানতে পায়। উপভোগ করতে পারে বিনোদন। জানতে পারে পৃথিবীর অজানা কথা। দ্বিতীয় বিশ্বযুদ্ধের পর টেলিভিশনের উন্নয়ন ঘটেছে দ্রুত গতিতে। একবিংশ শতাব্দীর শুরুতে মুদ্রণ মাধ্যমকে ছাপিয়ে জায়গা করে নেয় সম্প্রচার মাধ্যম। বর্তমান বিশ্বে টেলিভিশন সব থেকে শক্তিশালী প্রচার মাধ্যম হিসেবে বিবেচিত হয়ে আসছে। টেলিভিশনের মূল ধারণা হচ্ছে শব্দ ও ছবিকে বৈদ্যুতিক সংকেতে রূপান্তর করে তারবিহীন উপায়ে দূরে প্রেরণ করা। মূলত তিনটি প্রযুক্তির সমন্বয়ে সৃষ্ট হয় টেলিভিশন।	[405, 246, 670, 954]
history-days	[410, 1242, 952, 1328]
history-event-item: ২০১১ - চট্টগ্রামের এক সময়ে মহিলা সংসদদের পদ্য হিসাবে অতিরিক্ত করায়। কর্নেল অলি আহমদ সংসদে সমালোচনা।	[971, 1547, 1489, 1581]
history-event-item: ১৯৭৩ - ব্রিটিশ এম্‌এ প্রেস পাবলিকেশনস বিল পাশের প্রতিবাদে বিরোধীদল ও স্বতন্ত্র সদস্যদের ওয়াক-আউট।	[410, 1601, 948, 1616]
history-event-item: ২০১৪ - শীতকালে চেয়ারম্যানের বাড়িতে আগুন, হামলায় ভাঙচুর। নিখোঁজ জামায়াত নেতার লাশ উদ্ধার।	[971, 1908, 1494, 1923]
history-event-item: ২০০৩ - সন্ত্রাসী বলে বিবেচিত লিয়াকত ও আরমানকে ফেরত চেয়েছে। বাংলাদেশ।	[410, 2192, 815, 2207]
history-event-item: ২০০২ - মেলভুক্তি কমাবারে এইচএম স্ট্রিমিক সংস্থাসহ মালিক রাসি আহসানকে। ৩ বছরের সশ্রম কারাদণ্ড।	[410, 2115, 926, 2130]
masthead-title: প্রথম সূর্যোদয়	[25, 51, 266, 105]
history-event-item: ২০০৩ - শেখ রাসেল জাতীয় স্টেডিয়ামে ফেডারেশন কাপ ফুটবলে মোহামেডানকে ২-১ গোলে হারিয়ে মুক্তিযোদ্ধা সংসদ চ্যাম্পিয়ন।	[410, 2210, 908, 2244]
history-event-item: ২০০০ - ২০৩ম বিসিএস পরীক্ষার অনিয়মের অভিযোগ সম্পর্কে ব্যবস্থা নিতে রাষ্ট্রপতির নির্দেশ।	[410, 1944, 874, 1959]
history-event-item: ১৯৬২ - সোভিয়েত ইউনিয়ন কিউবা থেকে ইলুশিন বোমারু প্রত্যাহার করতে সম্মত হলে মার্কিন যুক্তরাষ্ট্র অবরোধ তুলে নেয়।	[410, 1544, 915, 1578]
editorial-section-label: সম্পাদকীয়	[94, 187, 401, 217]
history-event-item: ১৯৭৬ - কয়লার মূল্য শতকরা ১০ ভাগ হ্রাস।	[410, 1658, 630, 1673]
